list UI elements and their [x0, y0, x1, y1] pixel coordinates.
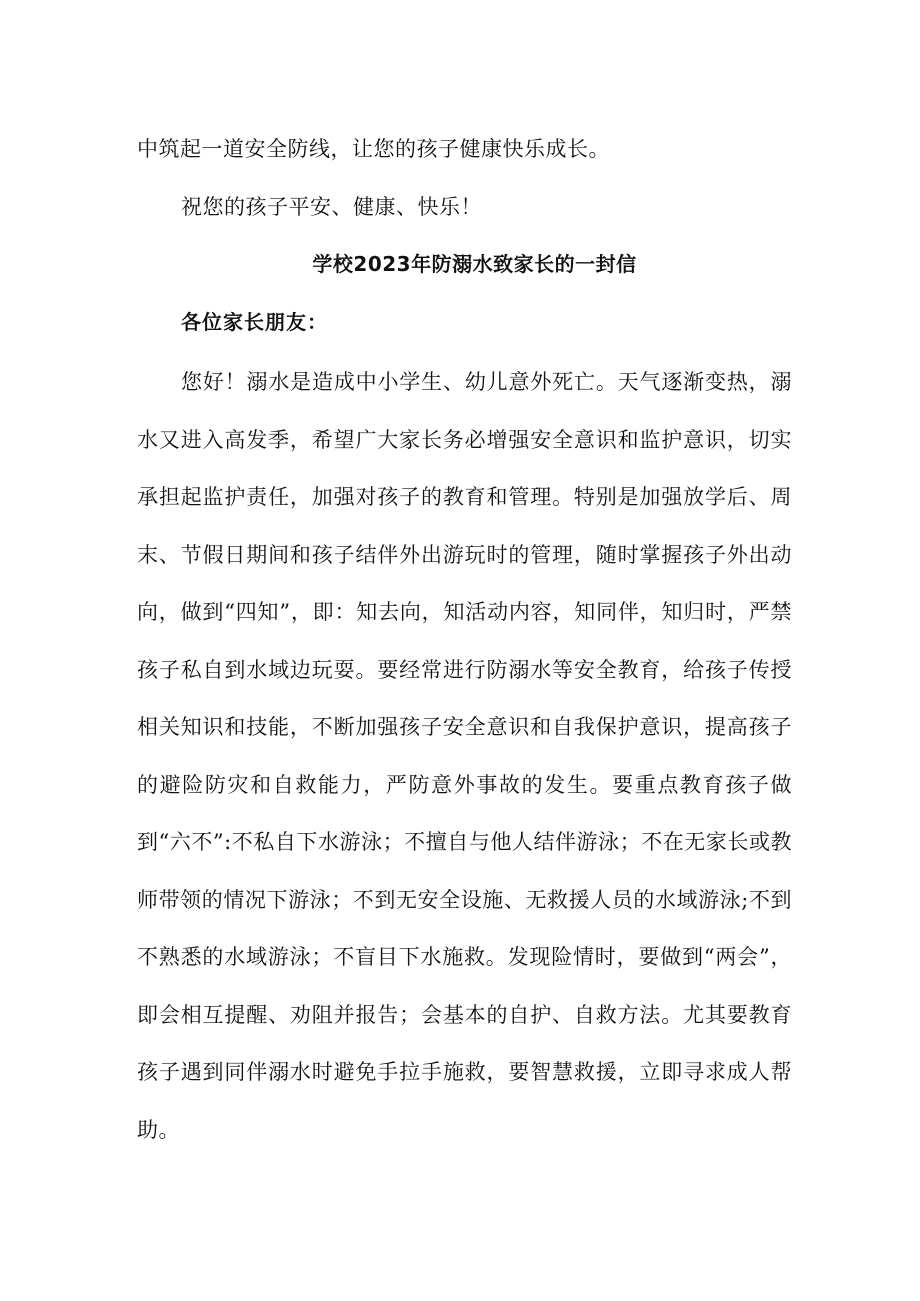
letter-title: 学校2023年防溺水致家长的一封信 [312, 252, 637, 276]
wish-paragraph: 祝您的孩子平安、健康、快乐！ [181, 194, 482, 219]
letter-greeting: 各位家长朋友： [181, 309, 328, 334]
letter-body-paragraph: 您好！溺水是造成中小学生、幼儿意外死亡。天气逐渐变热，溺水又进入高发季，希望广大家长务必增强安全意识和监护意识，切实承担起监护责任，加强对孩子的教育和管理。特别是加强放学后、周末、节假日期间和孩子结伴外出游玩时的管理，随时掌握孩子外出动向，做到“四知”，即：知去向，知活动内容，知同伴，知归时，严禁孩子私自到水域边玩耍。要经常进行防溺水等安全教育，给孩子传授相关知识和技能，不断加强孩子安全意识和自我保护意识，提高孩子的避险防灾和自救能力，严防意外事故的发生。要重点教育孩子做到“六不”:不私自下水游泳；不擅自与他人结伴游泳；不在无家长或教师带领的情况下游泳；不到无安全设施、无救援人员的水域游泳;不到不熟悉的水域游泳；不盲目下水施救。发现险情时，要做到“两会”，即会相互提醒、劝阻并报告；会基本的自护、自救方法。尤其要教育孩子遇到同伴溺水时避免手拉手施救，要智慧救援，立即寻求成人帮助。 [137, 370, 792, 1142]
continuation-paragraph: 中筑起一道安全防线，让您的孩子健康快乐成长。 [137, 137, 610, 161]
